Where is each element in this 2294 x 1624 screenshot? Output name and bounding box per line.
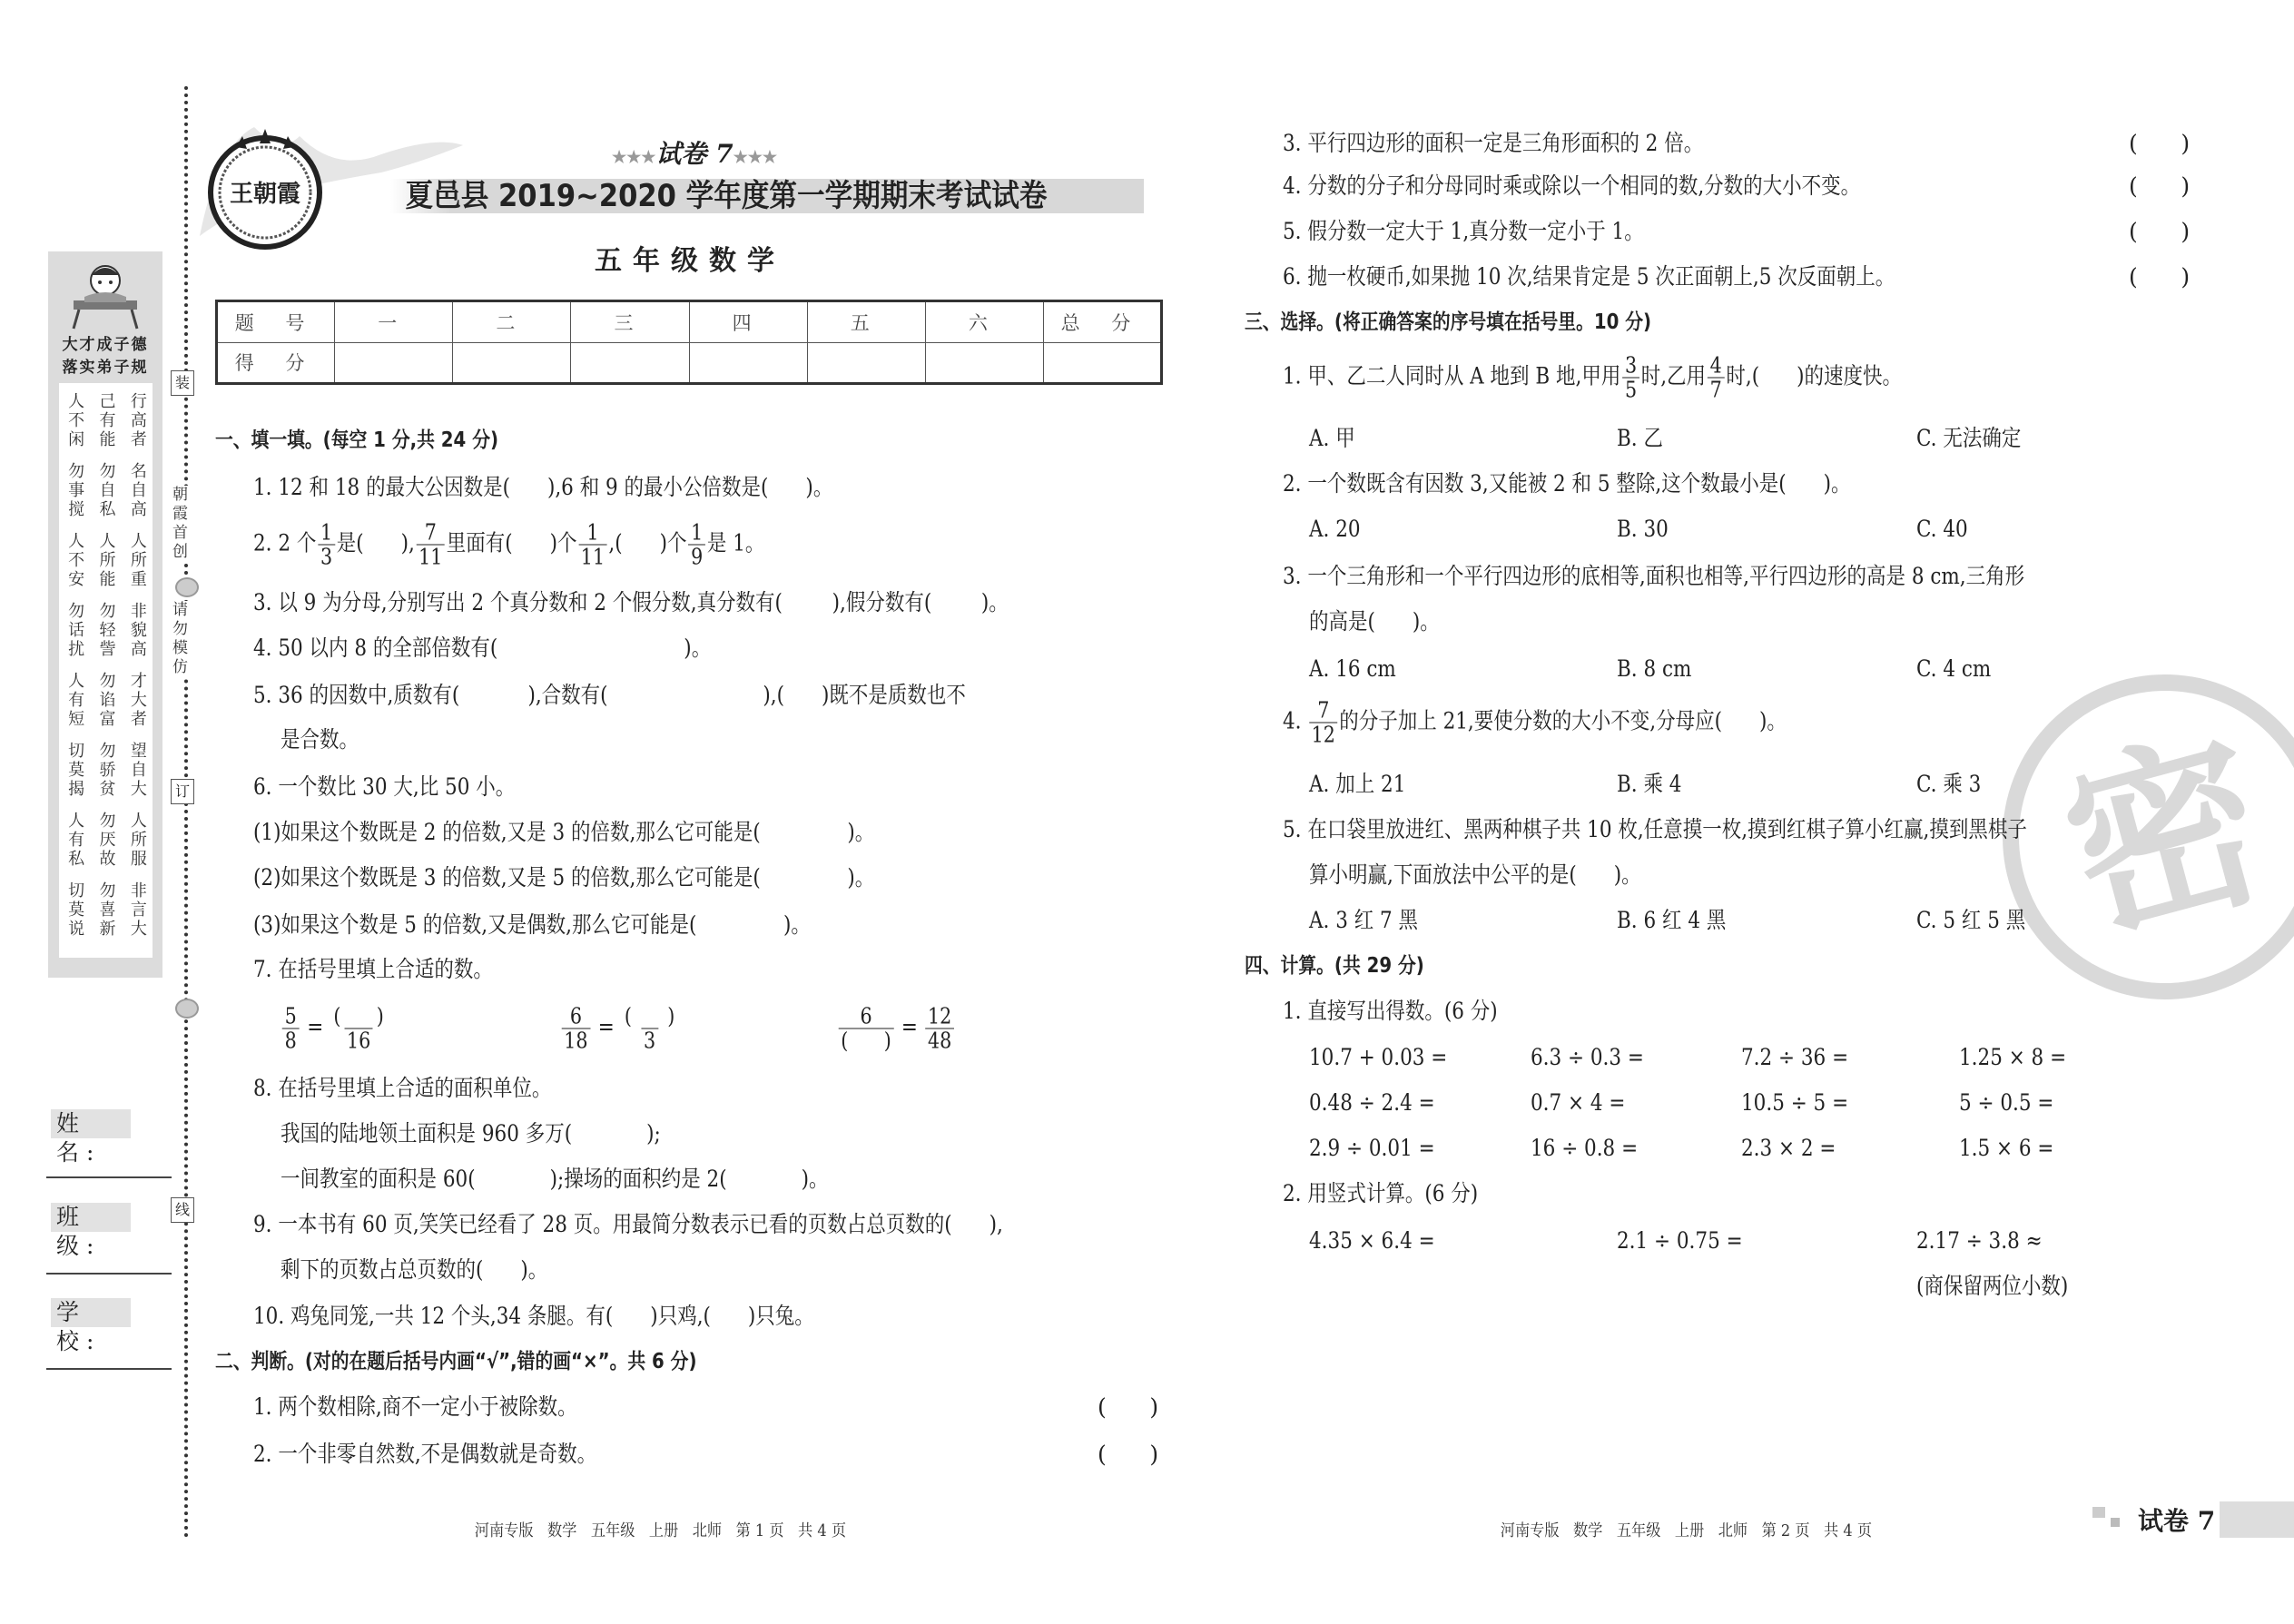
question-line xyxy=(281,1120,723,1147)
score-cell[interactable] xyxy=(335,342,453,384)
fraction-numerator: 6 xyxy=(860,1003,872,1029)
calc-item xyxy=(1531,1135,1655,1162)
calc-item xyxy=(1309,1089,1455,1117)
question-text: 2.17 ÷ 3.8 ≈ xyxy=(1916,1227,2043,1254)
question-text: 2. 一个非零自然数,不是偶数就是奇数。 xyxy=(253,1441,597,1467)
score-header-cell: 一 xyxy=(335,301,453,343)
fraction xyxy=(1622,354,1639,402)
fraction-numerator: 12 xyxy=(928,1003,952,1029)
question-line xyxy=(1283,130,1772,157)
fraction xyxy=(839,1005,894,1053)
score-header-cell: 三 xyxy=(571,301,689,343)
choice-option[interactable] xyxy=(1309,1227,1455,1255)
question-text: 是合数。 xyxy=(281,726,359,753)
badge-decoration xyxy=(2220,1501,2294,1538)
fraction-denominator[interactable]: ( ) xyxy=(839,1029,894,1053)
binding-mark-zhuang: 装 xyxy=(171,370,194,396)
fraction-denominator: 11 xyxy=(417,545,445,569)
fraction xyxy=(1708,354,1725,402)
choice-option[interactable] xyxy=(1617,655,1704,683)
verse-column: 非言大 xyxy=(127,881,147,939)
fraction-numerator: 1 xyxy=(586,519,599,546)
score-cell[interactable] xyxy=(807,342,925,384)
fraction-numerator: 3 xyxy=(1624,352,1638,379)
choice-option[interactable] xyxy=(1916,516,1976,543)
fraction-numerator: 6 xyxy=(569,1003,582,1029)
verse-group xyxy=(59,672,153,729)
score-header-cell: 二 xyxy=(453,301,571,343)
question-line xyxy=(1283,263,1994,290)
binding-mark-xian: 线 xyxy=(171,1197,194,1223)
calc-item xyxy=(1531,1044,1662,1071)
verse-column: 勿事搅 xyxy=(65,462,85,519)
fraction xyxy=(417,521,445,569)
choice-option[interactable] xyxy=(1916,771,1992,798)
choice-option[interactable] xyxy=(1617,907,1744,934)
verse-column: 望自大 xyxy=(127,742,147,799)
choice-option[interactable] xyxy=(1617,771,1692,798)
fraction-numerator: 1 xyxy=(320,519,333,546)
binding-mark-ding: 订 xyxy=(171,779,194,804)
question-text: 2.1 ÷ 0.75 = xyxy=(1617,1227,1743,1254)
question-line xyxy=(253,819,976,846)
question-text: 4. 分数的分子和分母同时乘或除以一个相同的数,分数的大小不变。 xyxy=(1283,172,1861,199)
question-line xyxy=(1283,998,1532,1025)
question-line xyxy=(253,864,976,891)
fraction xyxy=(1309,699,1337,747)
question-text: 的分子加上 21,要使分数的大小不变,分母应( )。 xyxy=(1339,707,1787,734)
footer-page-1: 河南专版 数学 五年级 上册 北师 第 1 页 共 4 页 xyxy=(474,1521,847,1540)
calc-note xyxy=(1916,1273,2093,1300)
section-heading xyxy=(1245,309,1718,336)
question-text: 7. 在括号里填上合适的数。 xyxy=(253,956,493,982)
question-line xyxy=(1283,563,2145,590)
question-text: = xyxy=(591,1013,621,1040)
question-line xyxy=(253,1441,653,1468)
school-label: 学 校: xyxy=(51,1298,131,1327)
calc-item xyxy=(1959,1135,2069,1162)
fraction-denominator: 3 xyxy=(318,545,335,569)
exam-badge: 试卷 7 xyxy=(2138,1506,2216,1536)
question-text: 7.2 ÷ 36 = xyxy=(1741,1044,1849,1070)
verse-column: 勿轻訾 xyxy=(96,602,116,659)
question-line xyxy=(253,1303,905,1330)
exam-number xyxy=(545,134,844,171)
question-line xyxy=(1283,354,2003,402)
verse-column: 勿喜新 xyxy=(96,881,116,939)
fraction-denominator: 48 xyxy=(925,1029,953,1053)
question-text: 5 ÷ 0.5 = xyxy=(1959,1089,2054,1116)
question-text: 剩下的页数占总页数的( )。 xyxy=(281,1256,548,1283)
question-text: 1. 12 和 18 的最大公因数是( ),6 和 9 的最小公倍数是( )。 xyxy=(253,474,833,500)
question-text: A. 20 xyxy=(1309,516,1361,542)
question-text: B. 30 xyxy=(1617,516,1669,542)
question-text: 16 ÷ 0.8 = xyxy=(1531,1135,1639,1161)
fraction-numerator: 5 xyxy=(284,1003,297,1029)
school-input-line[interactable] xyxy=(46,1368,172,1370)
choice-option[interactable] xyxy=(1916,655,2004,683)
question-text: 二、判断。(对的在题后括号内画“√”,错的画“×”。共 6 分) xyxy=(215,1350,697,1373)
question-line xyxy=(281,1256,591,1284)
score-table xyxy=(215,300,1163,385)
question-text: 10. 鸡兔同笼,一共 12 个头,34 条腿。有( )只鸡,( )只兔。 xyxy=(253,1303,814,1329)
question-text: 2. 2 个 xyxy=(253,529,317,556)
question-text: 里面有( )个 xyxy=(446,529,577,556)
fraction xyxy=(282,1005,300,1053)
question-text: 1.25 × 8 = xyxy=(1959,1044,2067,1070)
fraction-numerator: 4 xyxy=(1709,352,1722,379)
question-line xyxy=(1283,699,1868,747)
question-text: 3. 以 9 为分母,分别写出 2 个真分数和 2 个假分数,真分数有( ),假分数有( )。 xyxy=(253,589,1009,615)
choice-option[interactable] xyxy=(1309,655,1410,683)
question-line xyxy=(281,726,371,753)
question-line xyxy=(253,521,848,569)
calc-item xyxy=(837,1005,975,1053)
margin-note-original: 朝霞首创 xyxy=(167,486,190,562)
class-label: 班 级: xyxy=(51,1203,131,1232)
question-text: 3. 一个三角形和一个平行四边形的底相等,面积也相等,平行四边形的高是 8 cm,三角形 xyxy=(1283,563,2025,589)
class-input-line[interactable] xyxy=(46,1273,172,1275)
section-heading xyxy=(215,1348,775,1375)
score-cell[interactable] xyxy=(453,342,571,384)
swirl-icon xyxy=(175,577,199,597)
verse-column: 人有私 xyxy=(65,812,85,869)
dizigui-sidebar xyxy=(48,251,162,978)
verse-group xyxy=(59,742,153,799)
question-line xyxy=(253,682,1082,709)
question-text: 2.9 ÷ 0.01 = xyxy=(1309,1135,1435,1161)
choice-option[interactable] xyxy=(1617,516,1677,543)
score-header-cell: 总 分 xyxy=(1043,301,1161,343)
wangzhaoxia-logo xyxy=(202,127,329,254)
binding-dotted-line xyxy=(184,86,188,1539)
question-text: 2.3 × 2 = xyxy=(1741,1135,1836,1161)
name-input-line[interactable] xyxy=(46,1176,172,1178)
margin-note-no-copy: 请勿模仿 xyxy=(167,601,190,677)
question-text: A. 3 红 7 黑 xyxy=(1309,907,1419,933)
answer-parentheses[interactable]: ( ) xyxy=(2129,263,2191,290)
choice-option[interactable] xyxy=(1916,1227,2063,1255)
choice-option[interactable] xyxy=(1309,425,1363,452)
choice-option[interactable] xyxy=(1617,425,1670,452)
question-text: A. 甲 xyxy=(1309,425,1355,451)
fraction-denominator: 5 xyxy=(1622,378,1639,402)
answer-parentheses[interactable]: ( ) xyxy=(2129,172,2191,200)
fraction-denominator: 3 xyxy=(641,1029,658,1053)
answer-parentheses[interactable]: ( ) xyxy=(2129,218,2191,245)
verse-column: 勿厌故 xyxy=(96,812,116,869)
question-line xyxy=(281,1166,918,1193)
verse-column: 人所服 xyxy=(127,812,147,869)
question-text: 4. xyxy=(1283,707,1308,734)
fraction-denominator: 16 xyxy=(344,1029,372,1053)
swirl-icon xyxy=(175,999,199,1019)
question-text: 9. 一本书有 60 页,笑笑已经看了 28 页。用最简分数表示已看的页数占总页数的( ), xyxy=(253,1211,1003,1237)
fraction xyxy=(331,1005,387,1053)
question-line xyxy=(1283,172,1954,200)
question-text: 三、选择。(将正确答案的序号填在括号里。10 分) xyxy=(1245,310,1652,334)
question-text: C. 无法确定 xyxy=(1916,425,2022,451)
score-cell[interactable] xyxy=(925,342,1043,384)
fraction-denominator: 12 xyxy=(1309,723,1337,747)
question-text: 6.3 ÷ 0.3 = xyxy=(1531,1044,1644,1070)
question-text: 时,( )的速度快。 xyxy=(1726,362,1903,389)
question-text: 2. 用竖式计算。(6 分) xyxy=(1283,1180,1479,1206)
question-text: 0.48 ÷ 2.4 = xyxy=(1309,1089,1435,1116)
question-line xyxy=(1283,218,1702,245)
question-line xyxy=(253,1075,600,1102)
verse-column: 己有能 xyxy=(96,392,116,449)
question-line xyxy=(253,911,901,939)
question-line xyxy=(253,1393,630,1421)
question-line xyxy=(253,956,532,983)
score-header-cell: 五 xyxy=(807,301,925,343)
calc-item xyxy=(1309,1044,1470,1071)
question-text: 4.35 × 6.4 = xyxy=(1309,1227,1435,1254)
question-text: 0.7 × 4 = xyxy=(1531,1089,1626,1116)
calc-item xyxy=(560,1005,698,1053)
exam-title: 夏邑县 2019~2020 学年度第一学期期末考试试卷 xyxy=(405,178,1048,214)
score-header-cell: 六 xyxy=(925,301,1043,343)
question-text: = xyxy=(300,1013,330,1040)
score-cell[interactable] xyxy=(689,342,807,384)
question-text: 是( ), xyxy=(336,529,415,556)
badge-decoration xyxy=(2111,1518,2120,1527)
question-text: (3)如果这个数是 5 的倍数,又是偶数,那么它可能是( )。 xyxy=(253,911,811,938)
question-text: B. 乙 xyxy=(1617,425,1663,451)
question-text: = xyxy=(895,1013,924,1040)
calc-item xyxy=(1959,1044,2083,1071)
question-text: 4. 50 以内 8 的全部倍数有( )。 xyxy=(253,635,712,661)
subject-title: 五年级数学 xyxy=(595,245,785,277)
verse-column: 才大者 xyxy=(127,672,147,729)
question-text: C. 5 红 5 黑 xyxy=(1916,907,2026,933)
question-text: (2)如果这个数既是 3 的倍数,又是 5 的倍数,那么它可能是( )。 xyxy=(253,864,875,891)
question-text: 10.5 ÷ 5 = xyxy=(1741,1089,1849,1116)
star-icon: ★★★ xyxy=(733,148,778,167)
badge-decoration xyxy=(2092,1507,2105,1518)
score-header-cell: 题 号 xyxy=(217,301,335,343)
verse-column: 名自高 xyxy=(127,462,147,519)
fraction-denominator: 8 xyxy=(282,1029,300,1053)
fraction-numerator[interactable]: ( ) xyxy=(624,1003,675,1029)
verse-column: 勿骄贫 xyxy=(96,742,116,799)
question-text: 6. 一个数比 30 大,比 50 小。 xyxy=(253,773,516,800)
verse-column: 勿谄富 xyxy=(96,672,116,729)
fraction-denominator: 11 xyxy=(578,545,606,569)
question-text: 1.5 × 6 = xyxy=(1959,1135,2054,1161)
verse-column: 人所重 xyxy=(127,532,147,589)
question-text: 5. 假分数一定大于 1,真分数一定小于 1。 xyxy=(1283,218,1644,244)
question-line xyxy=(1283,816,2148,843)
question-line xyxy=(1283,470,1943,497)
calc-item xyxy=(281,1005,405,1053)
fraction xyxy=(622,1005,677,1053)
question-text: 1. 两个数相除,商不一定小于被除数。 xyxy=(253,1393,577,1420)
verse-column: 人不安 xyxy=(65,532,85,589)
question-text: C. 40 xyxy=(1916,516,1968,542)
question-text: B. 8 cm xyxy=(1617,655,1692,682)
fraction-numerator: 7 xyxy=(424,519,437,546)
question-text: 的高是( )。 xyxy=(1309,608,1440,635)
choice-option[interactable] xyxy=(1916,907,2043,934)
question-text: 一间教室的面积是 60( );操场的面积约是 2( )。 xyxy=(281,1166,829,1192)
question-line xyxy=(253,589,1131,616)
question-text: C. 4 cm xyxy=(1916,655,1992,682)
calc-item xyxy=(1741,1089,1866,1117)
question-text: 3. 平行四边形的面积一定是三角形面积的 2 倍。 xyxy=(1283,130,1704,156)
question-line xyxy=(1309,861,1695,889)
question-line xyxy=(253,773,557,801)
dizigui-verses xyxy=(59,383,153,958)
question-line xyxy=(1309,608,1461,635)
fraction-numerator: 7 xyxy=(1317,697,1330,723)
question-text: 5. 36 的因数中,质数有( ),合数有( ),( )既不是质数也不 xyxy=(253,682,966,708)
footer-page-2: 河南专版 数学 五年级 上册 北师 第 2 页 共 4 页 xyxy=(1500,1521,1873,1540)
question-text: 8. 在括号里填上合适的面积单位。 xyxy=(253,1075,552,1101)
logo-text: 王朝霞 xyxy=(229,181,301,208)
calc-item xyxy=(1309,1135,1455,1162)
motto-line-1: 大才成子德 xyxy=(62,336,149,354)
choice-option[interactable] xyxy=(1916,425,2038,452)
verse-column: 人有短 xyxy=(65,672,85,729)
verse-group xyxy=(59,812,153,869)
question-text: B. 乘 4 xyxy=(1617,771,1682,797)
verse-group xyxy=(59,881,153,939)
fraction-denominator: 7 xyxy=(1708,378,1725,402)
calc-item xyxy=(1959,1089,2069,1117)
calc-item xyxy=(1741,1135,1851,1162)
verse-column: 勿话扰 xyxy=(65,602,85,659)
question-text: 一、填一填。(每空 1 分,共 24 分) xyxy=(215,428,499,452)
choice-option[interactable] xyxy=(1617,1227,1763,1255)
exam-number-text: 试卷 7 xyxy=(655,139,733,169)
motto-line-2: 落实弟子规 xyxy=(62,359,149,377)
score-table-header-row xyxy=(217,301,1162,343)
question-text: 1. 甲、乙二人同时从 A 地到 B 地,甲用 xyxy=(1283,362,1621,389)
question-text: 1. 直接写出得数。(6 分) xyxy=(1283,998,1498,1024)
fraction-numerator: 1 xyxy=(691,519,704,546)
section-heading xyxy=(1245,952,1453,979)
verse-column: 人不闲 xyxy=(65,392,85,449)
student-cartoon-icon xyxy=(66,261,144,333)
question-text: 时,乙用 xyxy=(1640,362,1707,389)
choice-option[interactable] xyxy=(1309,516,1369,543)
score-header-cell: 四 xyxy=(689,301,807,343)
fraction xyxy=(578,521,606,569)
question-text: A. 加上 21 xyxy=(1309,771,1406,797)
question-text: 算小明赢,下面放法中公平的是( )。 xyxy=(1309,861,1641,888)
fraction xyxy=(925,1005,953,1053)
fraction-denominator: 18 xyxy=(562,1029,590,1053)
verse-column: 非貌高 xyxy=(127,602,147,659)
fraction xyxy=(688,521,705,569)
question-text: 6. 抛一枚硬币,如果抛 10 次,结果肯定是 5 次正面朝上,5 次反面朝上。 xyxy=(1283,263,1895,290)
star-icon: ★★★ xyxy=(611,148,656,167)
score-cell[interactable] xyxy=(1043,342,1161,384)
question-line xyxy=(253,1211,1125,1238)
name-label: 姓 名: xyxy=(51,1109,131,1138)
question-text: 5. 在口袋里放进红、黑两种棋子共 10 枚,任意摸一枚,摸到红棋子算小红赢,摸到黑棋子 xyxy=(1283,816,2027,842)
fraction xyxy=(318,521,335,569)
answer-parentheses[interactable]: ( ) xyxy=(2129,130,2191,157)
question-text: ,( )个 xyxy=(608,529,687,556)
calc-item xyxy=(1741,1044,1866,1071)
question-line xyxy=(253,474,927,501)
section-heading xyxy=(215,427,545,454)
fraction-numerator[interactable]: ( ) xyxy=(333,1003,384,1029)
verse-column: 切莫揭 xyxy=(65,742,85,799)
verse-group xyxy=(59,602,153,659)
verse-column: 人所能 xyxy=(96,532,116,589)
question-text: 四、计算。(共 29 分) xyxy=(1245,954,1424,978)
question-text: 2. 一个数既含有因数 3,又能被 2 和 5 整除,这个数最小是( )。 xyxy=(1283,470,1851,497)
verse-column: 行高者 xyxy=(127,392,147,449)
question-line xyxy=(1283,1180,1510,1207)
score-cell[interactable] xyxy=(571,342,689,384)
score-row-label: 得 分 xyxy=(217,342,335,384)
question-line xyxy=(253,635,785,662)
question-text: A. 16 cm xyxy=(1309,655,1396,682)
fraction-denominator: 9 xyxy=(688,545,705,569)
question-text: 我国的陆地领土面积是 960 多万( ); xyxy=(281,1120,661,1147)
choice-option[interactable] xyxy=(1309,771,1422,798)
watermark-text: 密 xyxy=(2043,704,2287,969)
question-text: C. 乘 3 xyxy=(1916,771,1982,797)
verse-group xyxy=(59,392,153,449)
verse-column: 切莫说 xyxy=(65,881,85,939)
question-text: (商保留两位小数) xyxy=(1916,1273,2069,1299)
question-text: B. 6 红 4 黑 xyxy=(1617,907,1727,933)
verse-group xyxy=(59,462,153,519)
verse-column: 勿自私 xyxy=(96,462,116,519)
question-text: (1)如果这个数既是 2 的倍数,又是 3 的倍数,那么它可能是( )。 xyxy=(253,819,875,845)
answer-parentheses[interactable]: ( ) xyxy=(1098,1441,1159,1468)
question-text: 是 1。 xyxy=(706,529,765,556)
choice-option[interactable] xyxy=(1309,907,1436,934)
answer-parentheses[interactable]: ( ) xyxy=(1098,1393,1159,1421)
fraction xyxy=(562,1005,590,1053)
score-table-score-row xyxy=(217,342,1162,384)
calc-item xyxy=(1531,1089,1640,1117)
question-text: 10.7 + 0.03 = xyxy=(1309,1044,1448,1070)
verse-group xyxy=(59,532,153,589)
